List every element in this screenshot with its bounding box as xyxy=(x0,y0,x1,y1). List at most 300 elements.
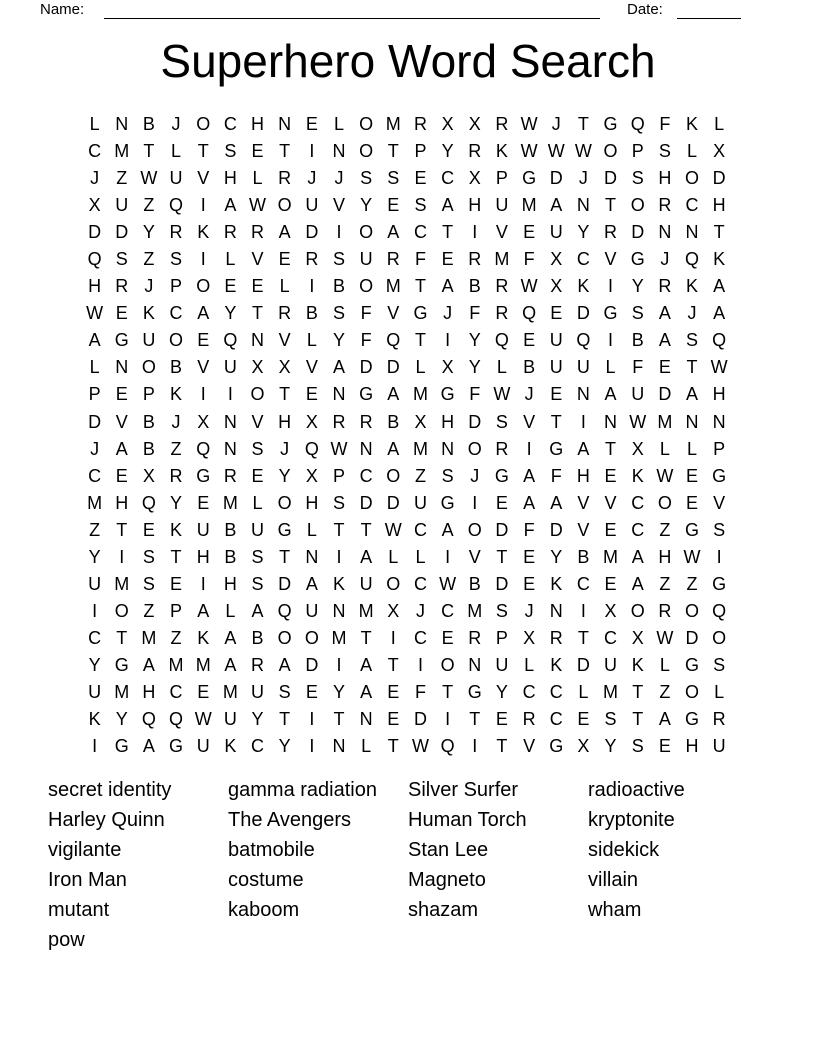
grid-cell: W xyxy=(194,709,212,730)
grid-cell: K xyxy=(550,573,563,594)
grid-cell: Q xyxy=(223,330,238,351)
name-label: Name: xyxy=(40,1,85,18)
grid-cell: W xyxy=(140,168,158,189)
grid-cell: W xyxy=(683,546,701,567)
grid-cell: O xyxy=(359,222,374,243)
grid-cell: E xyxy=(523,330,536,351)
grid-cell: U xyxy=(549,330,563,351)
grid-cell: U xyxy=(495,195,509,216)
grid-cell: R xyxy=(549,627,563,648)
grid-cell: U xyxy=(576,357,590,378)
grid-cell: L xyxy=(687,141,698,162)
grid-cell: A xyxy=(523,492,536,513)
grid-cell: D xyxy=(631,222,645,243)
grid-cell: Q xyxy=(630,114,645,135)
grid-cell: F xyxy=(414,249,426,270)
grid-cell: Y xyxy=(332,330,345,351)
grid-cell: V xyxy=(604,249,617,270)
grid-cell: B xyxy=(631,330,644,351)
grid-cell: D xyxy=(305,222,319,243)
grid-cell: U xyxy=(196,519,210,540)
grid-cell: O xyxy=(304,627,319,648)
grid-cell: D xyxy=(359,357,373,378)
grid-cell: T xyxy=(116,519,128,540)
grid-cell: U xyxy=(115,195,129,216)
grid-cell: O xyxy=(685,168,700,189)
grid-cell: E xyxy=(305,384,318,405)
grid-cell: H xyxy=(468,195,482,216)
grid-cell: N xyxy=(359,709,373,730)
grid-cell: A xyxy=(658,709,671,730)
grid-cell: S xyxy=(713,654,726,675)
word-item: batmobile xyxy=(228,839,315,861)
grid-cell: C xyxy=(413,519,427,540)
grid-cell: I xyxy=(608,276,614,297)
grid-cell: N xyxy=(441,438,455,459)
grid-cell: E xyxy=(387,682,400,702)
grid-cell: L xyxy=(388,546,399,567)
grid-cell: Q xyxy=(87,249,102,270)
grid-cell: E xyxy=(550,303,563,324)
grid-cell: F xyxy=(550,465,562,486)
grid-cell: Q xyxy=(169,709,184,730)
grid-cell: V xyxy=(523,411,536,432)
grid-cell: I xyxy=(92,600,98,621)
grid-cell: C xyxy=(441,600,455,621)
grid-cell: T xyxy=(577,114,589,135)
grid-cell: N xyxy=(549,600,563,621)
grid-cell: E xyxy=(224,276,237,297)
grid-cell: L xyxy=(252,168,263,189)
word-item: wham xyxy=(588,899,642,921)
grid-cell: O xyxy=(467,438,482,459)
grid-cell: P xyxy=(142,384,155,405)
grid-cell: C xyxy=(359,465,373,486)
grid-cell: I xyxy=(445,330,451,351)
grid-cell: M xyxy=(168,654,184,675)
grid-cell: X xyxy=(251,357,264,378)
grid-cell: U xyxy=(251,519,265,540)
grid-cell: R xyxy=(332,411,346,432)
grid-cell: M xyxy=(195,654,211,675)
grid-cell: I xyxy=(390,627,396,648)
grid-cell: N xyxy=(359,438,373,459)
grid-cell: M xyxy=(358,600,374,621)
grid-cell: C xyxy=(169,682,183,702)
grid-cell: W xyxy=(384,519,402,540)
grid-cell: I xyxy=(309,736,315,757)
date-fill-line xyxy=(677,2,741,19)
grid-cell: Y xyxy=(550,546,563,567)
grid-cell: K xyxy=(224,736,237,757)
grid-cell: L xyxy=(89,357,100,378)
grid-cell: N xyxy=(223,411,237,432)
grid-cell: T xyxy=(632,709,644,730)
grid-cell: G xyxy=(114,736,129,757)
grid-cell: X xyxy=(523,627,536,648)
grid-cell: A xyxy=(631,573,644,594)
grid-cell: J xyxy=(415,600,425,621)
grid-cell: S xyxy=(251,438,264,459)
grid-cell: G xyxy=(359,384,374,405)
grid-cell: H xyxy=(251,114,265,135)
grid-cell: Y xyxy=(468,357,481,378)
grid-cell: V xyxy=(251,249,264,270)
grid-cell: E xyxy=(251,465,264,486)
grid-cell: E xyxy=(604,573,617,594)
grid-cell: P xyxy=(495,627,508,648)
grid-cell: M xyxy=(87,492,103,513)
grid-cell: Y xyxy=(278,465,291,486)
grid-cell: T xyxy=(605,195,617,216)
grid-cell: F xyxy=(469,384,481,405)
grid-cell: L xyxy=(89,114,100,135)
grid-cell: T xyxy=(414,330,426,351)
grid-cell: C xyxy=(549,709,563,730)
grid-cell: M xyxy=(331,627,347,648)
grid-cell: S xyxy=(332,492,345,513)
grid-cell: T xyxy=(577,627,589,648)
grid-cell: H xyxy=(88,276,102,297)
grid-cell: R xyxy=(495,114,509,135)
grid-cell: U xyxy=(305,600,319,621)
grid-cell: T xyxy=(197,141,209,162)
grid-cell: C xyxy=(413,222,427,243)
grid-cell: Y xyxy=(278,736,291,757)
grid-cell: R xyxy=(468,141,482,162)
grid-cell: D xyxy=(685,627,699,648)
grid-cell: R xyxy=(712,709,726,730)
grid-cell: G xyxy=(413,303,428,324)
grid-cell: K xyxy=(686,114,699,135)
grid-cell: B xyxy=(251,627,264,648)
grid-cell: G xyxy=(114,654,129,675)
grid-cell: O xyxy=(657,492,672,513)
grid-cell: Z xyxy=(143,249,155,270)
grid-cell: N xyxy=(468,654,482,675)
grid-cell: S xyxy=(360,168,373,189)
grid-cell: E xyxy=(686,492,699,513)
grid-cell: V xyxy=(251,411,264,432)
grid-cell: M xyxy=(385,114,401,135)
name-fill-line xyxy=(104,2,600,19)
grid-cell: A xyxy=(278,654,291,675)
grid-cell: U xyxy=(604,654,618,675)
grid-cell: G xyxy=(549,438,564,459)
grid-cell: A xyxy=(713,303,726,324)
grid-cell: S xyxy=(170,249,183,270)
grid-cell: O xyxy=(250,384,265,405)
grid-cell: R xyxy=(359,411,373,432)
grid-cell: M xyxy=(467,600,483,621)
grid-cell: O xyxy=(386,573,401,594)
grid-cell: A xyxy=(224,195,237,216)
grid-cell: U xyxy=(223,709,237,730)
grid-cell: T xyxy=(414,276,426,297)
grid-cell: L xyxy=(687,438,698,459)
grid-cell: X xyxy=(387,600,400,621)
grid-cell: B xyxy=(523,357,536,378)
grid-cell: W xyxy=(249,195,267,216)
grid-cell: L xyxy=(714,682,725,702)
grid-cell: T xyxy=(116,627,128,648)
grid-cell: D xyxy=(658,384,672,405)
grid-cell: X xyxy=(631,438,644,459)
grid-cell: E xyxy=(495,492,508,513)
grid-cell: I xyxy=(200,573,206,594)
grid-cell: I xyxy=(580,600,586,621)
grid-cell: N xyxy=(115,114,129,135)
grid-cell: E xyxy=(604,465,617,486)
grid-cell: Q xyxy=(141,492,156,513)
grid-cell: U xyxy=(549,222,563,243)
grid-cell: Q xyxy=(494,330,509,351)
grid-cell: C xyxy=(631,519,645,540)
grid-cell: H xyxy=(712,384,726,405)
grid-cell: P xyxy=(495,168,508,189)
grid-cell: N xyxy=(685,411,699,432)
grid-cell: T xyxy=(279,546,291,567)
grid-cell: A xyxy=(115,438,128,459)
grid-cell: U xyxy=(549,357,563,378)
grid-cell: K xyxy=(713,249,726,270)
grid-cell: G xyxy=(603,303,618,324)
grid-cell: Q xyxy=(685,249,700,270)
grid-cell: B xyxy=(224,519,237,540)
grid-cell: T xyxy=(143,141,155,162)
grid-cell: G xyxy=(196,465,211,486)
grid-cell: V xyxy=(197,357,210,378)
grid-cell: K xyxy=(197,222,210,243)
grid-cell: G xyxy=(603,114,618,135)
grid-cell: Y xyxy=(604,736,617,757)
grid-cell: T xyxy=(333,709,345,730)
grid-cell: S xyxy=(142,546,155,567)
grid-cell: C xyxy=(631,492,645,513)
grid-cell: C xyxy=(88,627,102,648)
word-item: pow xyxy=(48,929,85,951)
grid-cell: T xyxy=(387,736,399,757)
grid-cell: D xyxy=(549,168,563,189)
grid-cell: Y xyxy=(631,276,644,297)
grid-cell: L xyxy=(306,519,317,540)
grid-cell: L xyxy=(361,736,372,757)
grid-cell: C xyxy=(413,573,427,594)
grid-cell: I xyxy=(336,222,342,243)
grid-cell: Y xyxy=(468,330,481,351)
grid-cell: D xyxy=(359,492,373,513)
grid-cell: S xyxy=(115,249,128,270)
grid-cell: R xyxy=(251,654,265,675)
word-list-column xyxy=(48,775,228,955)
grid-cell: R xyxy=(278,168,292,189)
grid-cell: X xyxy=(441,357,454,378)
grid-cell: D xyxy=(88,411,102,432)
grid-cell: U xyxy=(495,654,509,675)
grid-cell: W xyxy=(330,438,348,459)
grid-cell: L xyxy=(225,600,236,621)
grid-cell: A xyxy=(658,330,671,351)
grid-cell: R xyxy=(413,114,427,135)
grid-cell: M xyxy=(412,438,428,459)
word-item: kryptonite xyxy=(588,809,675,831)
grid-cell: O xyxy=(685,600,700,621)
grid-cell: V xyxy=(332,195,345,216)
grid-cell: J xyxy=(470,465,480,486)
grid-cell: X xyxy=(577,736,590,757)
grid-cell: I xyxy=(336,654,342,675)
grid-cell: M xyxy=(114,573,130,594)
word-item: sidekick xyxy=(588,839,660,861)
grid-cell: V xyxy=(604,492,617,513)
grid-cell: W xyxy=(520,114,538,135)
grid-cell: P xyxy=(170,276,183,297)
grid-cell: T xyxy=(605,438,617,459)
grid-cell: I xyxy=(200,249,206,270)
grid-cell: N xyxy=(251,330,265,351)
word-item: mutant xyxy=(48,899,110,921)
word-item: Iron Man xyxy=(48,869,127,891)
grid-cell: W xyxy=(547,141,565,162)
grid-cell: S xyxy=(251,546,264,567)
grid-cell: J xyxy=(90,438,100,459)
grid-cell: I xyxy=(309,276,315,297)
grid-cell: J xyxy=(307,168,317,189)
grid-cell: J xyxy=(144,276,154,297)
grid-cell: A xyxy=(197,600,210,621)
grid-cell: C xyxy=(604,627,618,648)
grid-cell: J xyxy=(660,249,670,270)
grid-cell: E xyxy=(115,384,128,405)
grid-cell: Q xyxy=(196,438,211,459)
grid-cell: E xyxy=(441,627,454,648)
grid-cell: E xyxy=(115,465,128,486)
grid-cell: I xyxy=(417,654,423,675)
grid-cell: I xyxy=(580,411,586,432)
grid-cell: F xyxy=(360,303,372,324)
grid-cell: S xyxy=(631,168,644,189)
grid-cell: V xyxy=(523,736,536,757)
grid-cell: C xyxy=(576,573,590,594)
grid-cell: B xyxy=(332,276,345,297)
grid-cell: G xyxy=(440,384,455,405)
grid-cell: V xyxy=(713,492,726,513)
grid-cell: A xyxy=(88,330,101,351)
grid-cell: U xyxy=(88,573,102,594)
grid-cell: Z xyxy=(143,195,155,216)
word-item: costume xyxy=(228,869,304,891)
grid-cell: A xyxy=(142,654,155,675)
grid-cell: R xyxy=(278,303,292,324)
grid-cell: T xyxy=(496,546,508,567)
grid-cell: X xyxy=(631,627,644,648)
grid-cell: E xyxy=(251,276,264,297)
grid-cell: C xyxy=(251,736,265,757)
grid-cell: D xyxy=(576,654,590,675)
grid-cell: K xyxy=(495,141,508,162)
grid-cell: L xyxy=(225,249,236,270)
grid-cell: Y xyxy=(142,222,155,243)
grid-cell: X xyxy=(468,114,481,135)
grid-cell: U xyxy=(413,492,427,513)
word-item: Harley Quinn xyxy=(48,809,165,831)
grid-cell: G xyxy=(712,573,727,594)
grid-cell: H xyxy=(658,546,672,567)
grid-cell: U xyxy=(196,736,210,757)
grid-cell: M xyxy=(603,546,619,567)
grid-cell: F xyxy=(523,519,535,540)
grid-cell: N xyxy=(604,411,618,432)
word-list-column xyxy=(228,775,408,925)
grid-cell: C xyxy=(441,168,455,189)
grid-cell: Z xyxy=(170,627,182,648)
grid-cell: I xyxy=(716,546,722,567)
grid-cell: Y xyxy=(441,141,454,162)
grid-cell: Q xyxy=(141,709,156,730)
grid-cell: M xyxy=(222,492,238,513)
grid-cell: H xyxy=(685,736,699,757)
grid-cell: K xyxy=(142,303,155,324)
grid-cell: Y xyxy=(332,682,345,702)
grid-cell: S xyxy=(495,600,508,621)
grid-cell: W xyxy=(656,465,674,486)
word-list-column xyxy=(588,775,768,925)
grid-cell: C xyxy=(522,682,536,702)
grid-cell: C xyxy=(88,465,102,486)
grid-cell: J xyxy=(171,114,181,135)
grid-cell: A xyxy=(360,682,373,702)
grid-cell: L xyxy=(415,546,426,567)
grid-cell: A xyxy=(441,276,454,297)
grid-cell: O xyxy=(630,195,645,216)
grid-cell: M xyxy=(141,627,157,648)
grid-cell: T xyxy=(496,736,508,757)
grid-cell: D xyxy=(604,168,618,189)
grid-cell: H xyxy=(115,492,129,513)
grid-cell: F xyxy=(414,682,426,702)
page-title: Superhero Word Search xyxy=(160,35,656,87)
grid-cell: A xyxy=(577,438,590,459)
grid-cell: Q xyxy=(440,736,455,757)
word-list xyxy=(48,775,768,955)
grid-cell: A xyxy=(658,303,671,324)
grid-cell: V xyxy=(468,546,481,567)
grid-cell: X xyxy=(604,600,617,621)
grid-cell: J xyxy=(443,303,453,324)
grid-cell: A xyxy=(387,222,400,243)
grid-cell: E xyxy=(170,573,183,594)
grid-cell: P xyxy=(332,465,345,486)
grid-cell: H xyxy=(305,492,319,513)
grid-cell: R xyxy=(604,222,618,243)
grid-cell: K xyxy=(197,627,210,648)
word-item: Magneto xyxy=(408,869,486,891)
grid-cell: A xyxy=(523,465,536,486)
grid-cell: T xyxy=(442,682,454,702)
grid-cell: I xyxy=(336,546,342,567)
grid-cell: U xyxy=(359,249,373,270)
grid-cell: A xyxy=(387,384,400,405)
grid-cell: I xyxy=(227,384,233,405)
grid-cell: M xyxy=(222,682,238,702)
grid-cell: P xyxy=(170,600,183,621)
grid-cell: X xyxy=(197,411,210,432)
grid-cell: I xyxy=(526,438,532,459)
grid-cell: N xyxy=(332,141,346,162)
grid-cell: M xyxy=(114,682,130,702)
grid-cell: K xyxy=(170,384,183,405)
grid-cell: Z xyxy=(89,519,101,540)
